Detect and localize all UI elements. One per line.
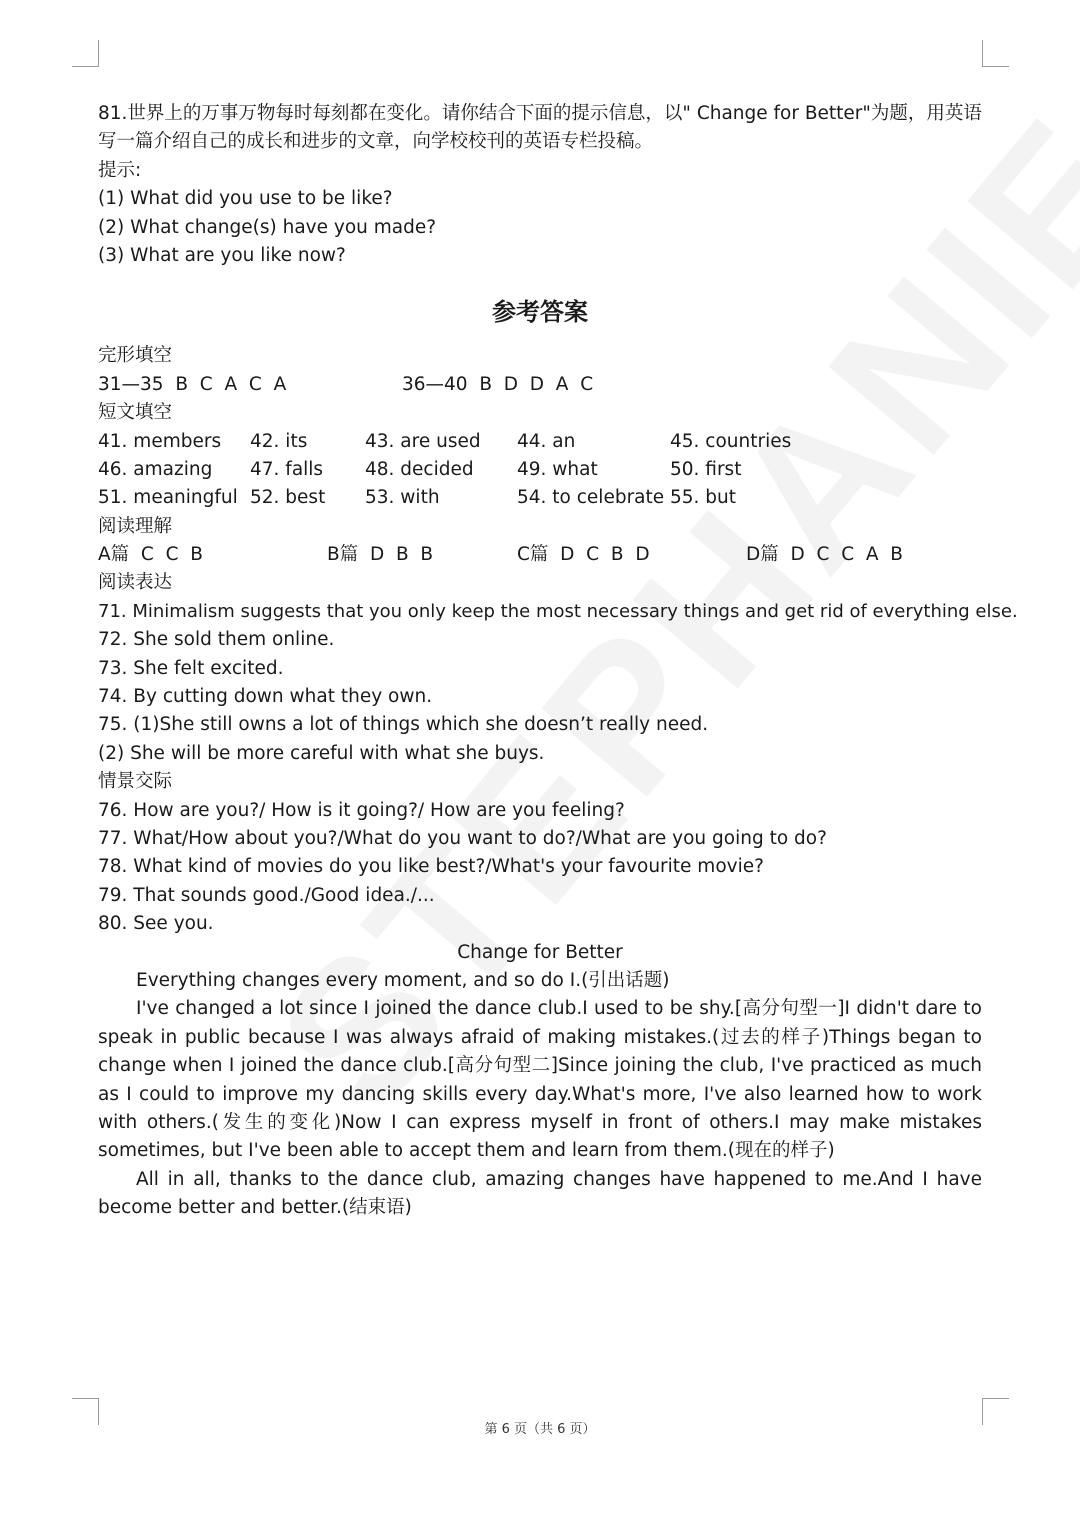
crop-mark-top-left	[72, 40, 99, 67]
short-fill-row	[98, 484, 982, 512]
answer-line: 75. (1)She still owns a lot of things which she doesn’t really need.	[98, 714, 709, 736]
answer-line: 76. How are you?/ How is it going?/ How are you feeling?	[98, 799, 625, 821]
crop-mark-top-right	[982, 40, 1009, 67]
answer-cell: 42. its	[250, 430, 308, 452]
question-line-1: 81.世界上的万事万物每时每刻都在变化。请你结合下面的提示信息，以" Change for Better"为题，用英语	[98, 103, 982, 124]
reading-answer-d: D篇 D C C A B	[746, 544, 903, 566]
short-fill-row	[98, 456, 982, 484]
essay-paragraph: All in all, thanks to the dance club, amazing changes have happened to me.And I have become better and better.(结束语)	[98, 1168, 982, 1219]
answer-cell: 51. meaningful	[98, 487, 238, 509]
answer-cell: 41. members	[98, 430, 222, 452]
answer-line: 79. That sounds good./Good idea./...	[98, 884, 435, 906]
answer-line: 71. Minimalism suggests that you only keep the most necessary things and get rid of everything else.	[98, 600, 1018, 622]
answer-cell: 54. to celebrate	[517, 487, 665, 509]
answer-title: 参考答案	[492, 298, 588, 327]
question-line-2: 写一篇介绍自己的成长和进步的文章，向学校校刊的英语专栏投稿。	[98, 131, 654, 153]
hint-item: (2) What change(s) have you made?	[98, 216, 437, 238]
reading-answers	[98, 541, 982, 569]
cloze-answers-36-40: 36—40 B D D A C	[402, 373, 594, 395]
hint-item: (3) What are you like now?	[98, 244, 346, 266]
hint-item: (1) What did you use to be like?	[98, 188, 393, 210]
section-heading: 短文填空	[98, 402, 173, 424]
essay-title: Change for Better	[457, 941, 623, 963]
page-content	[98, 100, 1018, 1223]
reading-expression-section	[98, 569, 1018, 768]
answer-line: (2) She will be more careful with what she buys.	[98, 742, 545, 764]
answer-cell: 43. are used	[365, 430, 481, 452]
reading-answer-b: B篇 D B B	[327, 544, 434, 566]
answer-line: 77. What/How about you?/What do you want to do?/What are you going to do?	[98, 827, 827, 849]
answer-cell: 55. but	[670, 487, 737, 509]
cloze-section	[98, 342, 982, 399]
answer-cell: 47. falls	[250, 458, 324, 480]
model-essay	[98, 939, 982, 1223]
cloze-answers	[98, 371, 982, 399]
section-heading: 阅读表达	[98, 572, 173, 594]
section-heading: 完形填空	[98, 345, 173, 367]
reading-answer-a: A篇 C C B	[98, 544, 203, 566]
answer-line: 73. She felt excited.	[98, 657, 284, 679]
answer-cell: 46. amazing	[98, 458, 213, 480]
answer-line: 78. What kind of movies do you like best?/What's your favourite movie?	[98, 856, 764, 878]
answer-line: 74. By cutting down what they own.	[98, 686, 433, 708]
answer-cell: 48. decided	[365, 458, 474, 480]
dialogue-section	[98, 768, 982, 938]
section-heading: 情景交际	[98, 771, 173, 793]
short-fill-row	[98, 428, 982, 456]
cloze-answers-31-35: 31—35 B C A C A	[98, 373, 287, 395]
answer-line: 80. See you.	[98, 913, 214, 935]
section-heading: 阅读理解	[98, 515, 173, 537]
page-number: 第 6 页（共 6 页）	[484, 1422, 596, 1437]
answer-cell: 50. first	[670, 458, 742, 480]
short-fill-section	[98, 399, 982, 513]
answer-line: 72. She sold them online.	[98, 629, 335, 651]
reading-section	[98, 513, 982, 570]
answer-cell: 45. countries	[670, 430, 792, 452]
essay-paragraph: I've changed a lot since I joined the dance club.I used to be shy.[高分句型一]I didn't dare to speak in public because I was always afraid of making mistakes.(过去的样子)Things began to change when I joined the dance club.[高分句型二]Since joining the club, I've practiced as much as I could to improve my dancing skills every day.What's more, I've also learned how to work with others.(发生的变化)Now I can express myself in front of others.I may make mistakes sometimes, but I've been able to accept them and learn from them.(现在的样子)	[98, 998, 982, 1162]
answer-cell: 44. an	[517, 430, 576, 452]
hint-label: 提示:	[98, 159, 142, 181]
answer-cell: 49. what	[517, 458, 598, 480]
answer-cell: 52. best	[250, 487, 326, 509]
answer-cell: 53. with	[365, 487, 440, 509]
writing-question	[98, 100, 982, 270]
reading-answer-c: C篇 D C B D	[517, 544, 650, 566]
essay-paragraph: Everything changes every moment, and so do I.(引出话题)	[136, 969, 670, 991]
